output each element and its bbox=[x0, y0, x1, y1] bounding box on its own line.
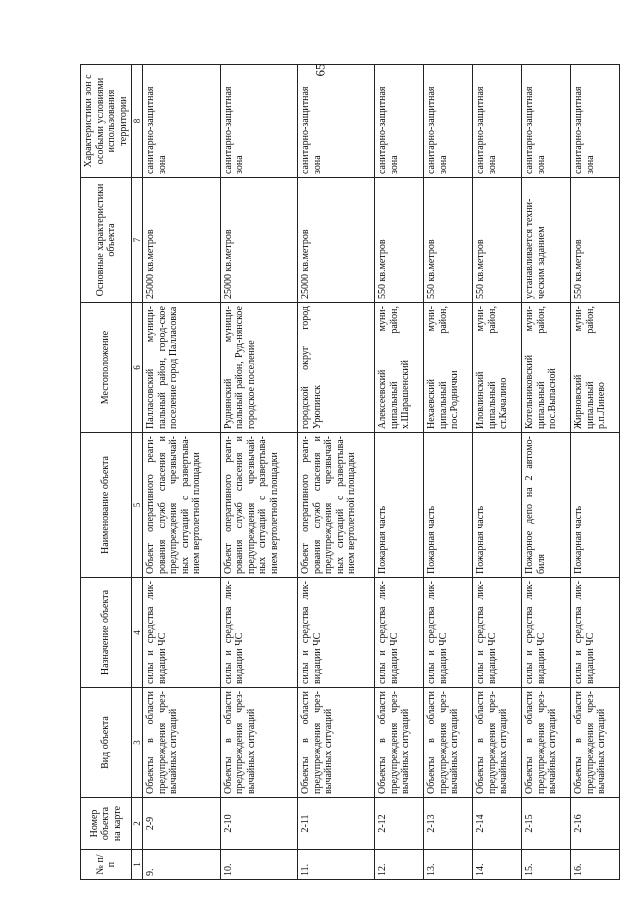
column-number: 7 bbox=[132, 178, 143, 303]
cell-kind: Объекты в области предупреждения чрез-вычайных ситуаций bbox=[522, 688, 571, 798]
cell-number: 16. bbox=[571, 850, 620, 880]
cell-number: 11. bbox=[298, 850, 375, 880]
table-row bbox=[375, 65, 424, 880]
table-row bbox=[298, 65, 375, 880]
table-row bbox=[220, 65, 297, 880]
column-number: 8 bbox=[132, 65, 143, 178]
page-number: 65 bbox=[312, 63, 328, 77]
cell-characteristics: 550 кв.метров bbox=[375, 178, 424, 303]
cell-location: Жирновский муни-ципальный район, р.п.Линево bbox=[571, 303, 620, 433]
cell-map-number: 2-15 bbox=[522, 798, 571, 850]
cell-purpose: силы и средства лик-видации ЧС bbox=[424, 578, 473, 688]
cell-zone: санитарно-защитная зона bbox=[298, 65, 375, 178]
cell-location: Палласовский муници-пальный район, город-ское поселение город Палласовка bbox=[143, 303, 220, 433]
cell-name: Объект оперативного реаги-рования служб спасения и предупреждения чрезвычай-ных ситуаций с развертыва-нием вертолетной площадки bbox=[143, 433, 220, 578]
cell-kind: Объекты в области предупреждения чрез-вычайных ситуаций bbox=[424, 688, 473, 798]
cell-purpose: силы и средства лик-видации ЧС bbox=[571, 578, 620, 688]
cell-zone: санитарно-защитная зона bbox=[473, 65, 522, 178]
cell-name: Объект оперативного реаги-рования служб спасения и предупреждения чрезвычай-ных ситуаций с развертыва-нием вертолетной площадки bbox=[298, 433, 375, 578]
cell-kind: Объекты в области предупреждения чрез-вычайных ситуаций bbox=[220, 688, 297, 798]
cell-map-number: 2-16 bbox=[571, 798, 620, 850]
cell-characteristics: устанавливается техни-ческим заданием bbox=[522, 178, 571, 303]
cell-purpose: силы и средства лик-видации ЧС bbox=[298, 578, 375, 688]
cell-location: Котельниковский муни-ципальный район, пос.Выпасной bbox=[522, 303, 571, 433]
cell-kind: Объекты в области предупреждения чрез-вычайных ситуаций bbox=[375, 688, 424, 798]
cell-purpose: силы и средства лик-видации ЧС bbox=[473, 578, 522, 688]
col-header-zone: Характеристики зон с особыми условиями использования территории bbox=[81, 65, 132, 178]
cell-location: Нехаевский муни-ципальный район, пос.Роднички bbox=[424, 303, 473, 433]
cell-number: 9. bbox=[143, 850, 220, 880]
column-number: 3 bbox=[132, 688, 143, 798]
cell-number: 12. bbox=[375, 850, 424, 880]
column-number: 1 bbox=[132, 850, 143, 880]
cell-name: Пожарная часть bbox=[375, 433, 424, 578]
cell-map-number: 2-11 bbox=[298, 798, 375, 850]
cell-location: Алексеевский муни-ципальный район, х.Шарашенский bbox=[375, 303, 424, 433]
col-header-name: Наименование объекта bbox=[81, 433, 132, 578]
column-number: 4 bbox=[132, 578, 143, 688]
col-header-number: № п/п bbox=[81, 850, 132, 880]
cell-zone: санитарно-защитная зона bbox=[375, 65, 424, 178]
cell-characteristics: 550 кв.метров bbox=[424, 178, 473, 303]
column-number: 5 bbox=[132, 433, 143, 578]
col-header-characteristics: Основные характеристики объекта bbox=[81, 178, 132, 303]
table-row bbox=[522, 65, 571, 880]
cell-number: 15. bbox=[522, 850, 571, 880]
cell-purpose: силы и средства лик-видации ЧС bbox=[522, 578, 571, 688]
table-row bbox=[473, 65, 522, 880]
cell-map-number: 2-9 bbox=[143, 798, 220, 850]
header-row bbox=[81, 65, 132, 880]
table-row bbox=[571, 65, 620, 880]
cell-characteristics: 25000 кв.метров bbox=[298, 178, 375, 303]
column-number-row bbox=[132, 65, 143, 880]
cell-zone: санитарно-защитная зона bbox=[143, 65, 220, 178]
cell-location: Руднянский муници-пальный район, Руд-нянское городское поселение bbox=[220, 303, 297, 433]
column-number: 2 bbox=[132, 798, 143, 850]
cell-name: Пожарная часть bbox=[571, 433, 620, 578]
cell-zone: санитарно-защитная зона bbox=[424, 65, 473, 178]
cell-name: Пожарное депо на 2 автомо-биля bbox=[522, 433, 571, 578]
cell-zone: санитарно-защитная зона bbox=[220, 65, 297, 178]
cell-kind: Объекты в области предупреждения чрез-вычайных ситуаций bbox=[571, 688, 620, 798]
cell-location: городской округ город Урюпинск bbox=[298, 303, 375, 433]
col-header-location: Местоположение bbox=[81, 303, 132, 433]
cell-number: 14. bbox=[473, 850, 522, 880]
cell-characteristics: 25000 кв.метров bbox=[143, 178, 220, 303]
cell-name: Объект оперативного реаги-рования служб спасения и предупреждения чрезвычай-ных ситуаций с развертыва-нием вертолетной площадки bbox=[220, 433, 297, 578]
cell-number: 10. bbox=[220, 850, 297, 880]
cell-map-number: 2-13 bbox=[424, 798, 473, 850]
col-header-map-number: Номер объекта на карте bbox=[81, 798, 132, 850]
cell-characteristics: 550 кв.метров bbox=[473, 178, 522, 303]
cell-purpose: силы и средства лик-видации ЧС bbox=[220, 578, 297, 688]
col-header-purpose: Назначение объекта bbox=[81, 578, 132, 688]
cell-name: Пожарная часть bbox=[424, 433, 473, 578]
cell-purpose: силы и средства лик-видации ЧС bbox=[375, 578, 424, 688]
cell-characteristics: 550 кв.метров bbox=[571, 178, 620, 303]
table-row bbox=[424, 65, 473, 880]
cell-zone: санитарно-защитная зона bbox=[571, 65, 620, 178]
column-number: 6 bbox=[132, 303, 143, 433]
objects-table bbox=[80, 64, 620, 880]
cell-kind: Объекты в области предупреждения чрез-вычайных ситуаций bbox=[143, 688, 220, 798]
cell-map-number: 2-12 bbox=[375, 798, 424, 850]
cell-purpose: силы и средства лик-видации ЧС bbox=[143, 578, 220, 688]
cell-number: 13. bbox=[424, 850, 473, 880]
cell-map-number: 2-14 bbox=[473, 798, 522, 850]
col-header-kind: Вид объекта bbox=[81, 688, 132, 798]
cell-zone: санитарно-защитная зона bbox=[522, 65, 571, 178]
cell-name: Пожарная часть bbox=[473, 433, 522, 578]
cell-characteristics: 25000 кв.метров bbox=[220, 178, 297, 303]
cell-kind: Объекты в области предупреждения чрез-вычайных ситуаций bbox=[298, 688, 375, 798]
cell-map-number: 2-10 bbox=[220, 798, 297, 850]
table-row bbox=[143, 65, 220, 880]
cell-location: Иловлинский муни-ципальный район, ст.Качалино bbox=[473, 303, 522, 433]
cell-kind: Объекты в области предупреждения чрез-вычайных ситуаций bbox=[473, 688, 522, 798]
rotated-table-container bbox=[80, 65, 620, 880]
